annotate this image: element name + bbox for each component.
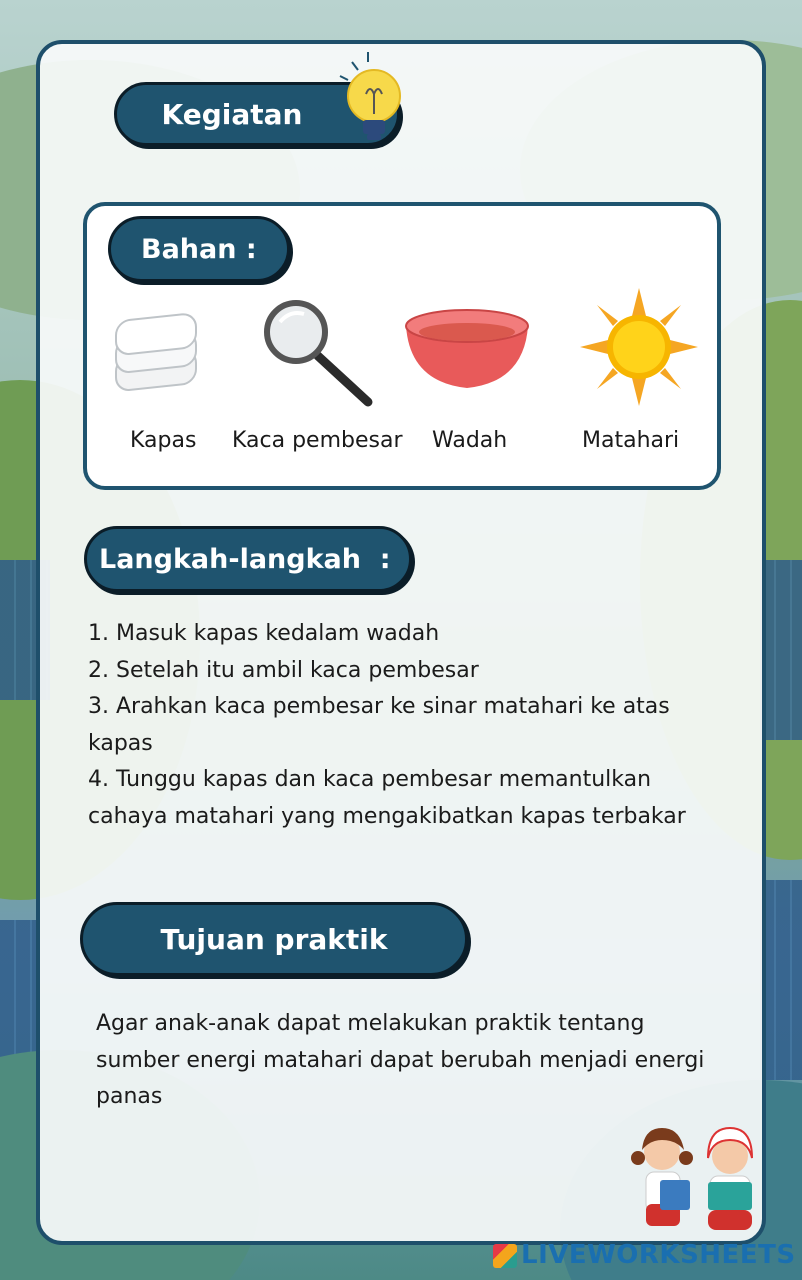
material-label-kaca-pembesar: Kaca pembesar — [232, 428, 403, 453]
bahan-heading-text: Bahan : — [141, 233, 257, 265]
langkah-heading-text: Langkah-langkah : — [99, 543, 391, 575]
steps-list — [88, 616, 728, 835]
brand-text: LIVEWORKSHEETS — [521, 1240, 796, 1270]
children-reading-illustration — [620, 1118, 770, 1240]
bowl-icon — [400, 302, 534, 390]
sun-icon — [578, 286, 700, 408]
kegiatan-heading-text: Kegiatan — [161, 97, 303, 131]
tujuan-heading-text: Tujuan praktik — [160, 922, 388, 956]
bahan-heading — [108, 216, 290, 282]
lightbulb-icon — [332, 48, 412, 148]
goal-text: Agar anak-anak dapat melakukan praktik tentang sumber energi matahari dapat berubah menjadi energi panas — [96, 1011, 705, 1109]
cotton-icon — [110, 312, 202, 402]
material-label-matahari: Matahari — [582, 428, 680, 453]
step-item: 2. Setelah itu ambil kaca pembesar — [88, 657, 479, 683]
langkah-heading — [84, 526, 412, 592]
magnifier-icon — [262, 298, 378, 410]
step-item: 3. Arahkan kaca pembesar ke sinar matahari ke atas kapas — [88, 694, 670, 756]
material-label-kapas: Kapas — [130, 428, 197, 453]
liveworksheets-logo — [493, 1240, 796, 1270]
material-label-wadah: Wadah — [432, 428, 508, 453]
tujuan-heading — [80, 902, 468, 976]
liveworksheets-mark-icon — [493, 1244, 517, 1268]
step-item: 4. Tunggu kapas dan kaca pembesar memantulkan cahaya matahari yang mengakibatkan kapas terbakar — [88, 767, 686, 829]
step-item: 1. Masuk kapas kedalam wadah — [88, 621, 440, 646]
